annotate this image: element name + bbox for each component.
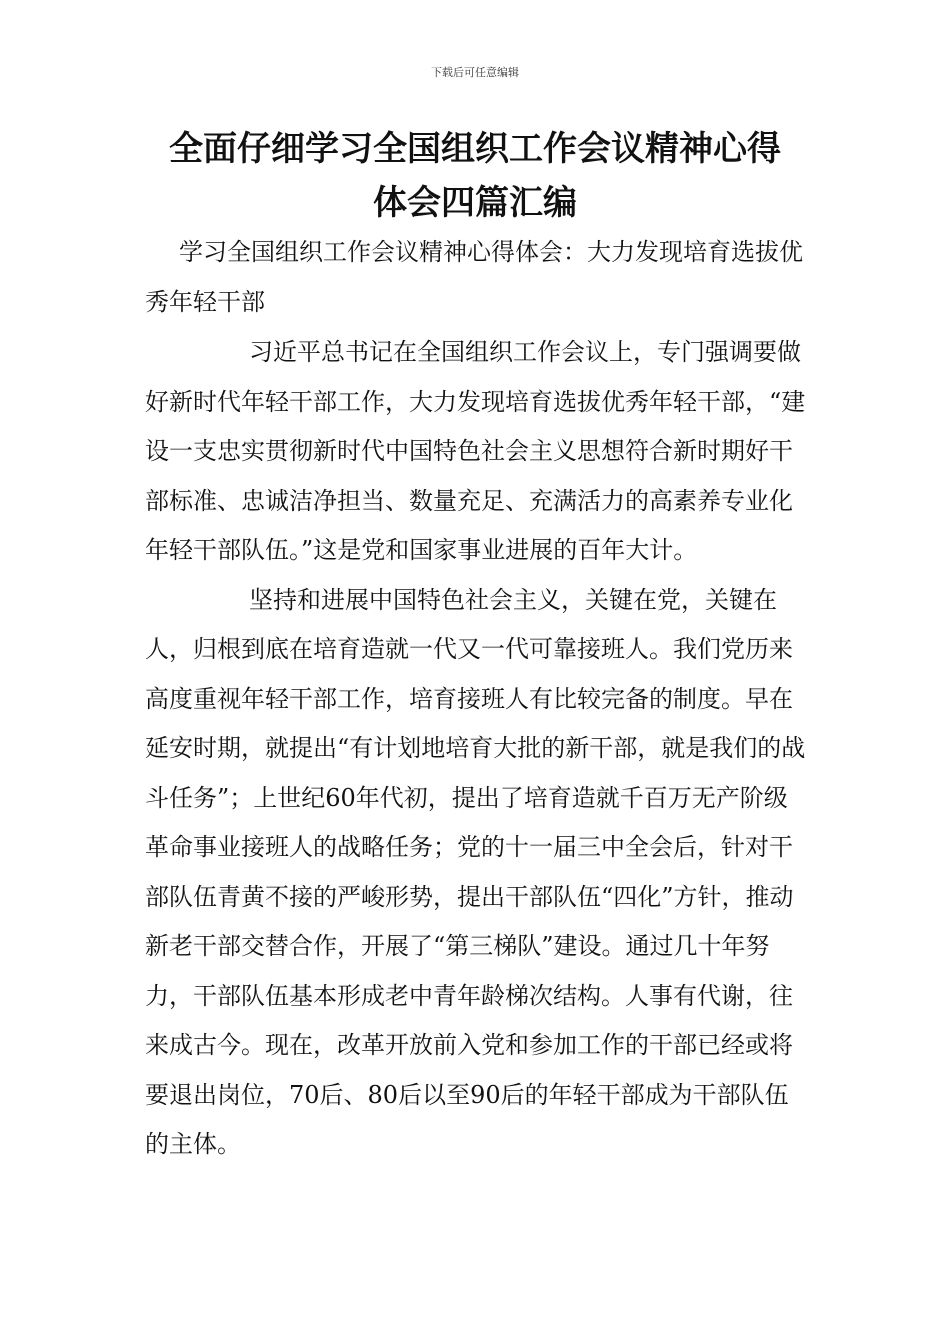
document-title bbox=[120, 122, 830, 230]
page-header-note: 下载后可任意编辑 bbox=[431, 66, 519, 79]
document-title-line-2: 体会四篇汇编 bbox=[373, 183, 577, 223]
body-paragraph-1: 习近平总书记在全国组织工作会议上，专门强调要做好新时代年轻干部工作，大力发现培育选拔优秀年轻干部，“建设一支忠实贯彻新时代中国特色社会主义思想符合新时期好干部标准、忠诚洁净担当、数量充足、充满活力的高素养专业化年轻干部队伍。”这是党和国家事业进展的百年大计。 bbox=[145, 338, 806, 564]
document-body bbox=[145, 228, 810, 1170]
document-title-line-1: 全面仔细学习全国组织工作会议精神心得 bbox=[169, 129, 781, 169]
article-subtitle: 学习全国组织工作会议精神心得体会：大力发现培育选拔优秀年轻干部 bbox=[145, 238, 803, 316]
body-paragraph-2: 坚持和进展中国特色社会主义，关键在党，关键在人，归根到底在培育造就一代又一代可靠接班人。我们党历来高度重视年轻干部工作，培育接班人有比较完备的制度。早在延安时期，就提出“有计划地培育大批的新干部，就是我们的战斗任务”；上世纪60年代初，提出了培育造就千百万无产阶级革命事业接班人的战略任务；党的十一届三中全会后，针对干部队伍青黄不接的严峻形势，提出干部队伍“四化”方针，推动新老干部交替合作，开展了“第三梯队”建设。通过几十年努力，干部队伍基本形成老中青年龄梯次结构。人事有代谢，往来成古今。现在，改革开放前入党和参加工作的干部已经或将要退出岗位，70后、80后以至90后的年轻干部成为干部队伍的主体。 bbox=[145, 585, 806, 1158]
